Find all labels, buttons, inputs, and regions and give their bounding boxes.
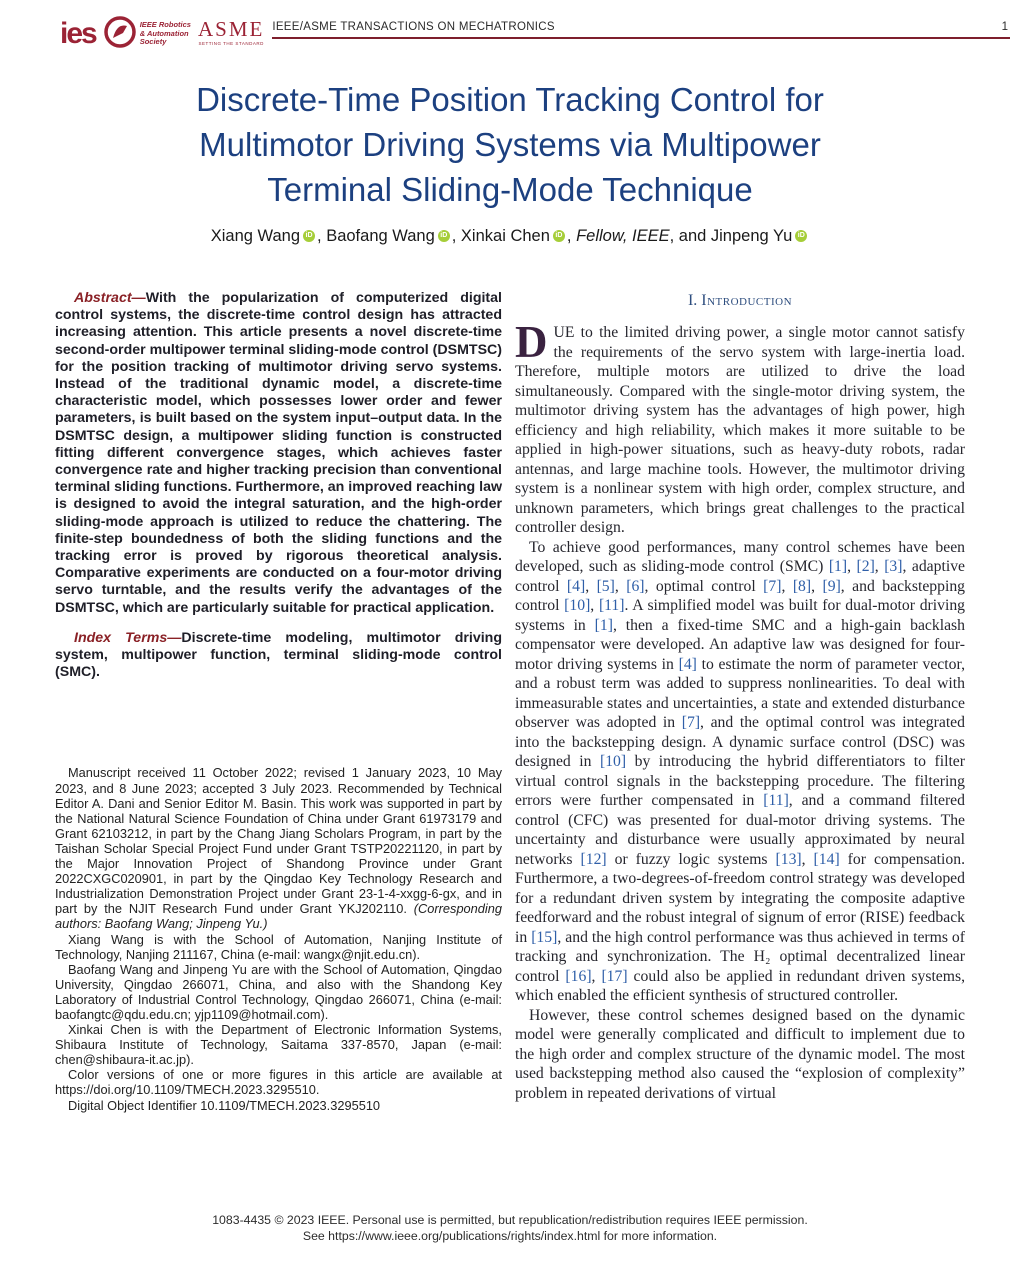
- author-name: , and Jinpeng Yu: [669, 227, 793, 245]
- abstract-label: Abstract—: [74, 290, 146, 306]
- publisher-logos: [60, 13, 264, 55]
- asme-logo-text: ASME: [197, 17, 265, 41]
- rights-url-line: See https://www.ieee.org/publications/rights/index.html for more information.: [302, 1229, 718, 1243]
- asme-logo-tagline: SETTING THE STANDARD: [198, 41, 264, 46]
- paper-title-line: Terminal Sliding-Mode Technique: [267, 171, 753, 208]
- citation-ref: [9]: [822, 577, 841, 595]
- abstract-text: With the popularization of computerized digital control systems, the discrete-time control design has attracted increasing attention. This article presents a novel discrete-time second-order multipower terminal sliding-mode control (DSMTSC) for the position tracking of multimotor driving servo systems. Instead of the traditional dynamic model, a discrete-time characteristic model, which possesses lower order and fewer parameters, is built based on the system input–output data. In the DSMTSC design, a multipower sliding function is constructed fitting different convergence stages, which achieves faster convergence rate and higher tracking precision than conventional terminal sliding functions. Furthermore, an improved reaching law is designed to avoid the integral saturation, and the high-order sliding-mode approach is utilized to reduce the chattering. The finite-step boundedness of both the sliding functions and the tracking error is proved by rigorous theoretical analysis. Comparative experiments are conducted on a four-motor driving servo turntable, and the results verify the advantages of the DSMTSC, which are particularly suitable for practical application.: [55, 290, 502, 616]
- citation-ref: [10]: [564, 597, 591, 614]
- footnote-doi: Digital Object Identifier 10.1109/TMECH.2023.3295510: [68, 1097, 381, 1113]
- citation-ref: [6]: [626, 577, 645, 595]
- introduction-paragraph-3: However, these control schemes designed based on the dynamic model were generally complicated and difficult to implement due to the high order and complex structure of the dynamic model. The most used backstepping method also caused the “explosion of complexity” problem in repeated derivations of virtual: [515, 1006, 965, 1102]
- orcid-icon: iD: [438, 230, 450, 242]
- citation-ref: [10]: [599, 753, 627, 770]
- orcid-icon: iD: [795, 230, 807, 242]
- citation-ref: [7]: [763, 577, 782, 595]
- citation-ref: [16]: [565, 967, 592, 985]
- abstract-paragraph: [55, 290, 502, 617]
- citation-ref: [4]: [678, 655, 697, 673]
- citation-ref: [8]: [792, 577, 812, 595]
- copyright-line: 1083-4435 © 2023 IEEE. Personal use is permitted, but republication/redistribution requires IEEE permission.: [212, 1213, 808, 1227]
- page-header: [0, 0, 1020, 55]
- footnote-affiliation: Xinkai Chen is with the Department of Electronic Information Systems, Shibaura Institute of Technology, Saitama 337-8570, Japan (e-mail: chen@shibaura-it.ac.jp).: [55, 1022, 502, 1068]
- corresponding-authors-note: (Corresponding authors: Baofang Wang; Jinpeng Yu.): [55, 901, 502, 932]
- section-heading-introduction: [515, 292, 965, 310]
- citation-ref: [15]: [531, 928, 558, 946]
- ras-emblem-icon: [103, 15, 137, 54]
- citation-ref: [11]: [763, 792, 789, 809]
- footnote-color-versions: Color versions of one or more figures in this article are available at https://doi.org/10.1109/TMECH.2023.3295510.: [55, 1067, 502, 1098]
- two-column-body: [0, 290, 1020, 1113]
- footnote-manuscript: Manuscript received 11 October 2022; revised 1 January 2023, 10 May 2023, and 8 June 2023; accepted 3 July 2023. Recommended by Technical Editor A. Dani and Senior Editor M. Basin. This work was supported in part by the National Natural Science Foundation of China under Grant 61973179 and Grant 62103212, in part by the Chang Jiang Scholars Program, in part by the Taishan Scholar Special Project Fund under Grant TSTP20221120, in part by the Major Innovation Project of Shandong Province under Grant 2022CXGC020901, in part by the Qingdao Key Technology Research and Industrialization Demonstration Project under Grant 23-1-4-xxgg-6-gx, and in part by the NJIT Research Fund under Grant YKJ202110. (Corresponding authors: Baofang Wang; Jinpeng Yu.): [55, 765, 502, 932]
- right-column: [515, 290, 965, 1113]
- citation-ref: [5]: [596, 577, 615, 595]
- citation-ref: [7]: [681, 714, 701, 731]
- author-name: , Baofang Wang: [317, 227, 435, 245]
- citation-ref: [3]: [884, 558, 903, 575]
- first-page-footnotes: [55, 765, 502, 1112]
- citation-ref: [2]: [856, 558, 875, 575]
- header-rule: [272, 21, 1010, 39]
- introduction-paragraph-1: DUE to the limited driving power, a single motor cannot satisfy the requirements of the servo system with large-inertia load. Therefore, multiple motors are utilized to drive the load simultaneously. Compared with the single-motor driving system, the multimotor driving system has the advantages of high power, high efficiency and high reliability, which makes it more suitable to be applied in high-power situations, such as heavy-duty robots, radar antennas, and large machine tools. However, the multimotor driving system is a nonlinear system with high order, complex structure, and unknown parameters, which brings great challenges to the practical controller design.: [515, 317, 965, 536]
- footnote-affiliation: Baofang Wang and Jinpeng Yu are with the School of Automation, Qingdao University, Qingdao 266071, China, and also with the Shandong Key Laboratory of Industrial Control Technology, Qingdao 266071, China (e-mail: baofangtc@qdu.edu.cn; yjp1109@hotmail.com).: [55, 961, 502, 1022]
- citation-ref: [1]: [828, 558, 848, 575]
- paper-title-line: Multimotor Driving Systems via Multipower: [199, 126, 821, 163]
- citation-ref: [11]: [598, 597, 625, 614]
- author-title: Fellow, IEEE: [576, 227, 670, 245]
- left-column: [55, 290, 502, 1113]
- index-terms-text: Discrete-time modeling, multimotor driving system, multipower function, terminal sliding-mode control (SMC).: [55, 629, 502, 681]
- page-footer: [0, 1212, 1020, 1244]
- author-name: ,: [566, 227, 577, 245]
- citation-ref: [14]: [813, 850, 840, 868]
- page-number: 1: [1001, 21, 1008, 33]
- journal-title: IEEE/ASME TRANSACTIONS ON MECHATRONICS: [272, 21, 555, 33]
- index-terms-paragraph: [55, 630, 502, 682]
- ies-logo: [60, 17, 96, 51]
- citation-ref: [13]: [775, 850, 802, 868]
- citation-ref: [17]: [601, 967, 628, 985]
- citation-ref: [1]: [594, 616, 613, 634]
- orcid-icon: iD: [303, 230, 315, 242]
- paper-title: [40, 77, 980, 212]
- orcid-icon: iD: [553, 230, 565, 242]
- index-terms-label: Index Terms—: [74, 629, 182, 646]
- paper-title-line: Discrete-Time Position Tracking Control for: [196, 81, 824, 118]
- footnote-affiliation: Xiang Wang is with the School of Automation, Nanjing Institute of Technology, Nanjing 211167, China (e-mail: wangx@njit.edu.cn).: [55, 931, 502, 962]
- author-byline: [0, 227, 1020, 246]
- ies-logo-text: ies: [60, 17, 96, 50]
- section-number: I.: [687, 292, 698, 309]
- author-name: , Xinkai Chen: [451, 227, 550, 245]
- citation-ref: [4]: [566, 577, 586, 595]
- drop-cap: D: [515, 317, 548, 367]
- asme-logo: [198, 19, 264, 49]
- ras-logo-text: IEEE Robotics & Automation Society: [139, 20, 191, 47]
- citation-ref: [12]: [580, 850, 607, 868]
- author-name: Xiang Wang: [210, 227, 301, 245]
- ras-logo: [103, 15, 191, 54]
- section-title: Introduction: [701, 292, 793, 309]
- introduction-paragraph-2: To achieve good performances, many control schemes have been developed, such as sliding-mode control (SMC) [1], [2], [3], adaptive control [4], [5], [6], optimal control [7], [8], [9], and backstepping control [10], [11]. A simplified model was built for dual-motor driving systems in [1], then a fixed-time SMC and a high-gain backlash compensator were developed. An adaptive law was designed for four-motor driving systems in [4] to estimate the norm of parameter vector, and a robust term was added to suppress nonlinearities. To deal with immeasurable states and uncertainties, a state and extended disturbance observer was adopted in [7], and the optimal control was integrated into the backstepping design. A dynamic surface control (DSC) was designed in [10] by introducing the hybrid differentiators to filter virtual control signals in the backstepping procedure. The filtering errors were further compensated in [11], and a command filtered control (CFC) was presented for dual-motor driving systems. The uncertainty and disturbance were usually approximated by neural networks [12] or fuzzy logic systems [13], [14] for compensation. Furthermore, a two-degrees-of-freedom control strategy was developed for a redundant driven system by integrating the composite adaptive feedforward and the robust integral of signum of error (RISE) feedback in [15], and the high control performance was thus achieved in terms of tracking and synchronization. The H₂ optimal decentralized linear control [16], [17] could also be applied in redundant driven systems, which enabled the efficient synthesis of structured controller.: [515, 538, 966, 1004]
